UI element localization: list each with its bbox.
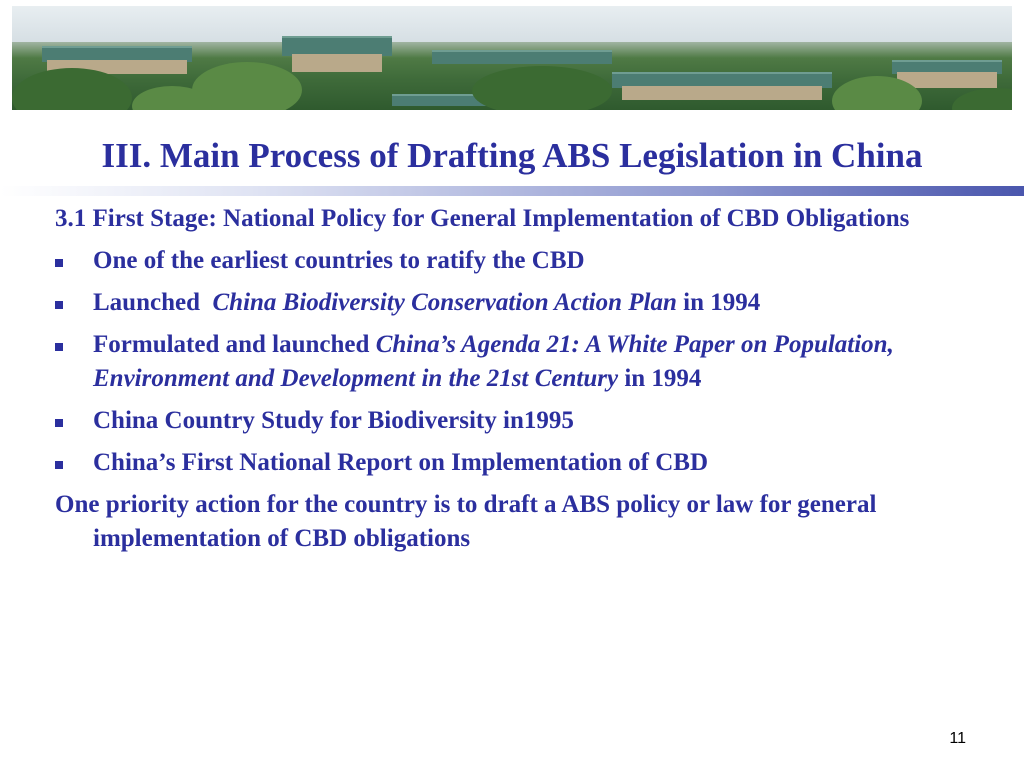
bullet-text: China’s First National Report on Implementation of CBD — [93, 449, 709, 476]
bullet-item — [55, 446, 985, 480]
title-divider — [0, 186, 1024, 196]
bullet-italic-title: China’s Agenda 21: A White Paper on Population, Environment and Development in the 21st Century — [93, 331, 894, 392]
conclusion-text: One priority action for the country is to draft a ABS policy or law for general implementation of CBD obligations — [55, 491, 877, 552]
bullet-text: One of the earliest countries to ratify the CBD — [93, 247, 585, 274]
square-bullet-icon — [55, 461, 63, 469]
bullet-suffix: in 1994 — [676, 289, 761, 316]
bullet-prefix: Formulated and launched — [93, 331, 376, 358]
bullet-item — [55, 328, 985, 396]
square-bullet-icon — [55, 419, 63, 427]
square-bullet-icon — [55, 259, 63, 267]
page-number: 11 — [949, 730, 966, 747]
campus-banner-image — [12, 6, 1012, 110]
square-bullet-icon — [55, 343, 63, 351]
slide-body — [55, 202, 985, 564]
bullet-item — [55, 286, 985, 320]
bullet-suffix: in 1994 — [618, 365, 702, 392]
square-bullet-icon — [55, 301, 63, 309]
bullet-italic-title: China Biodiversity Conservation Action Plan — [212, 289, 677, 316]
bullet-item — [55, 404, 985, 438]
stage-heading: 3.1 First Stage: National Policy for General Implementation of CBD Obligations — [55, 205, 910, 232]
bullet-prefix: Launched — [93, 289, 213, 316]
slide-title: III. Main Process of Drafting ABS Legislation in China — [101, 136, 923, 175]
bullet-item — [55, 244, 985, 278]
bullet-text: China Country Study for Biodiversity in1995 — [93, 407, 574, 434]
